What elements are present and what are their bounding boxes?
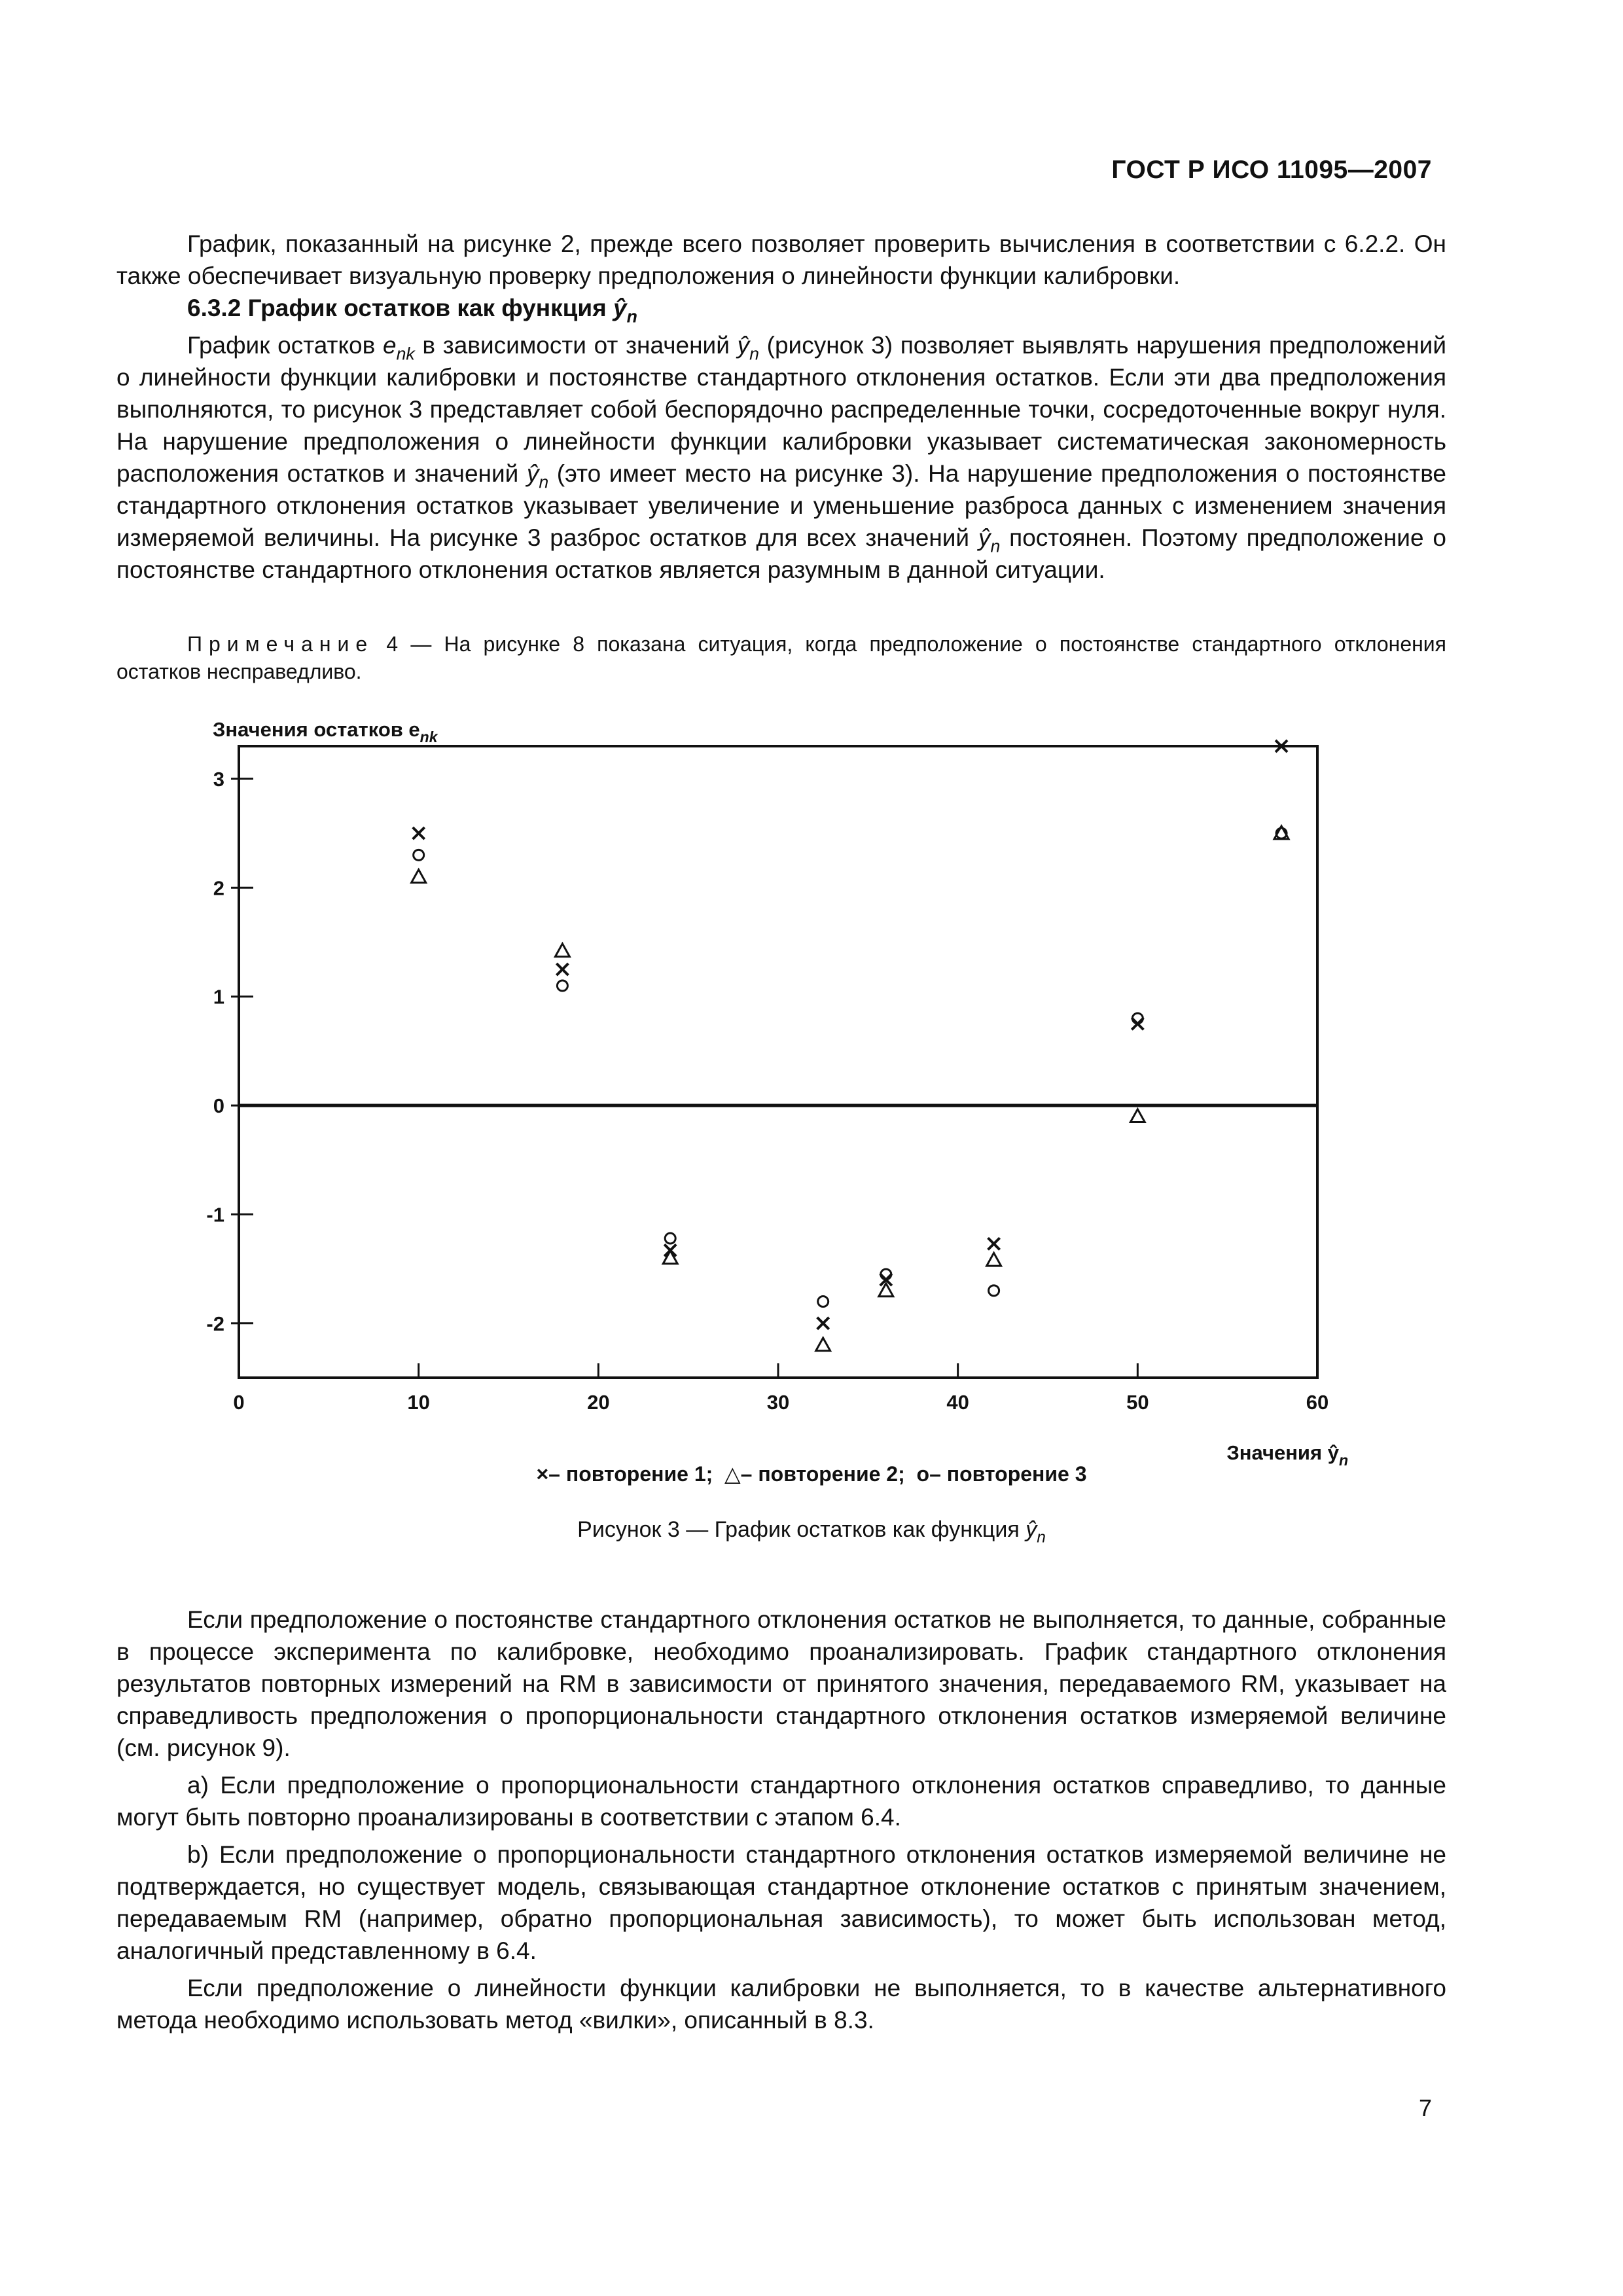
list-item-a: a) Если предположение о пропорциональности стандартного отклонения остатков справедливо, то данные могут быть повторно проанализированы в соответствии с этапом 6.4.: [116, 1772, 1446, 1831]
list-item-b: b) Если предположение о пропорциональности стандартного отклонения остатков измеряемой величине не подтверждается, но существует модель, связывающая стандартное отклонение остатков с принятым значением, передаваемым RM (например, обратно пропорциональная зависимость), то может быть использован метод, аналогичный представленному в 6.4.: [116, 1841, 1446, 1964]
point-triangle: [663, 1251, 677, 1264]
caption-text: Рисунок 3 — График остатков как функция: [577, 1517, 1020, 1542]
symbol-y-1-sub: n: [749, 344, 759, 364]
symbol-y-3: ŷ: [978, 524, 991, 551]
intro-paragraph: График, показанный на рисунке 2, прежде всего позволяет проверить вычисления в соответствии с 6.2.2. Он также обеспечивает визуальную проверку предположения о линейности функции калибровки.: [116, 230, 1446, 289]
x-tick-label: 60: [1306, 1391, 1329, 1414]
residual-text-4: (это имеет место на рисунке 3). На нарушение предположения о постоянстве стандартного отклонения остатков указывает увеличение и уменьшение разброса данных с изменением значения измеряемой величины. На рисунке 3 разброс остатков для всех значений: [116, 460, 1447, 551]
x-axis-title: Значения $ŷ_n$: [1226, 1441, 1348, 1469]
chart-legend: [0, 1462, 1623, 1486]
caption-symbol: ŷ: [1026, 1517, 1037, 1542]
residual-text-2: в зависимости от значений: [422, 332, 730, 359]
legend-label-3: – повторение 3: [929, 1462, 1087, 1486]
symbol-y-2: ŷ: [526, 460, 539, 487]
legend-circle-icon: о: [916, 1462, 930, 1486]
caption-symbol-sub: n: [1037, 1528, 1046, 1547]
body-paragraph-last: Если предположение о линейности функции калибровки не выполняется, то в качестве альтернативного метода необходимо использовать метод «вилки», описанный в 8.3.: [116, 1975, 1446, 2034]
x-tick-label: 0: [233, 1391, 245, 1414]
x-tick-label: 30: [766, 1391, 790, 1414]
section-symbol-sub: n: [626, 306, 637, 327]
point-cross: [988, 1238, 1000, 1249]
residual-text-5: постоянен. Поэтому предположение о постоянстве стандартного отклонения остатков является разумным в данной ситуации.: [116, 524, 1446, 583]
point-circle: [989, 1285, 999, 1296]
symbol-y-2-sub: n: [539, 472, 549, 492]
standard-header: ГОСТ Р ИСО 11095—2007: [1111, 156, 1432, 184]
y-axis-title: Значения остатков $e_{nk}$: [213, 718, 438, 745]
legend-cross-icon: ×: [536, 1462, 549, 1486]
text-block-bottom: [116, 1604, 1446, 2036]
plot-frame: [239, 746, 1317, 1378]
y-tick-label: 2: [213, 876, 224, 900]
point-triangle: [987, 1253, 1001, 1266]
symbol-e-sub: nk: [396, 344, 415, 364]
point-circle: [557, 980, 567, 991]
point-triangle: [412, 870, 426, 883]
x-tick-label: 20: [587, 1391, 610, 1414]
y-tick-label: 0: [213, 1094, 224, 1118]
symbol-y-1: ŷ: [737, 332, 750, 359]
point-triangle: [816, 1338, 830, 1351]
legend-triangle-icon: △: [724, 1462, 741, 1486]
point-triangle: [1130, 1109, 1145, 1122]
page-number: 7: [1418, 2094, 1432, 2121]
point-triangle: [555, 944, 569, 957]
point-cross: [817, 1318, 829, 1329]
body-paragraph-1: Если предположение о постоянстве стандартного отклонения остатков не выполняется, то данные, собранные в процессе эксперимента по калибровке, необходимо проанализировать. График стандартного отклонения результатов повторных измерений на RM в зависимости от принятого значения, передаваемого RM, указывает на справедливость предположения о пропорциональности стандартного отклонения остатков измеряемой величине (см. рисунок 9).: [116, 1606, 1446, 1761]
y-tick-label: -2: [206, 1312, 224, 1335]
x-tick-label: 10: [407, 1391, 430, 1414]
point-circle: [414, 850, 424, 860]
y-tick-label: 1: [213, 985, 224, 1009]
symbol-e: e: [383, 332, 397, 359]
x-tick-label: 40: [946, 1391, 969, 1414]
point-cross: [556, 963, 568, 975]
section-number: 6.3.2: [187, 295, 241, 321]
symbol-y-3-sub: n: [990, 536, 1001, 556]
section-title: График остатков как функция: [247, 295, 607, 321]
point-circle: [665, 1233, 675, 1244]
x-tick-label: 50: [1126, 1391, 1149, 1414]
point-circle: [818, 1297, 829, 1307]
residual-text-1: График остатков: [187, 332, 376, 359]
legend-label-2: – повторение 2;: [740, 1462, 905, 1486]
legend-label-1: – повторение 1;: [548, 1462, 713, 1486]
residual-text-3: (рисунок 3) позволяет выявлять нарушения предположений о линейности функции калибровки и постоянстве стандартного отклонения остатков. Если эти два предположения выполняются, то рисунок 3 представляет собой беспорядочно распределенные точки, сосредоточенные вокруг нуля. На нарушение предположения о линейности функции калибровки указывает систематическая закономерность расположения остатков и значений: [116, 332, 1447, 487]
figure-caption: [0, 1517, 1623, 1547]
point-cross: [413, 827, 425, 839]
note-lead: Примечание: [187, 632, 374, 656]
note-text: 4 — На рисунке 8 показана ситуация, когда предположение о постоянстве стандартного отклонения остатков несправедливо.: [116, 632, 1446, 683]
y-tick-label: 3: [213, 767, 224, 791]
section-symbol: ŷ: [613, 295, 627, 321]
y-tick-label: -1: [206, 1203, 224, 1227]
